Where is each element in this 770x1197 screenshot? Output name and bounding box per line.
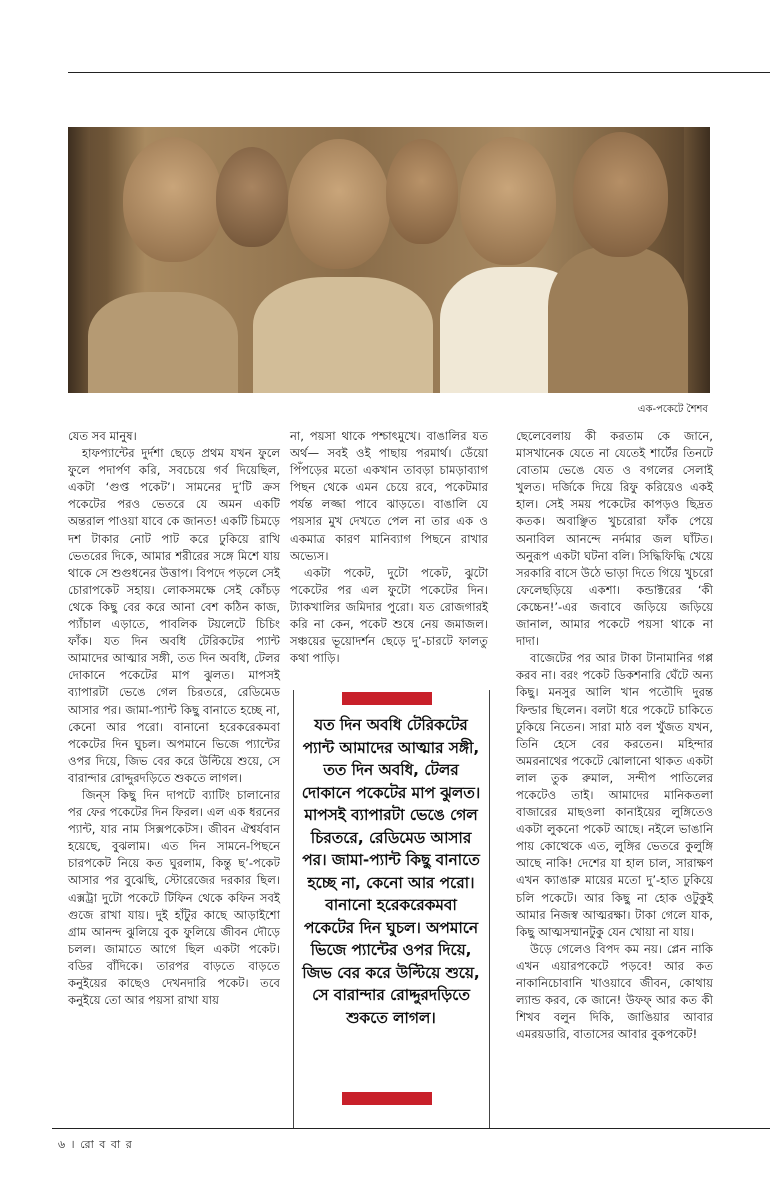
paragraph: যেত সব মানুষ। — [68, 429, 137, 443]
article-column-2 — [290, 428, 488, 667]
child-face — [123, 137, 223, 262]
child-face — [460, 137, 556, 265]
paragraph: জিন্‌স কিছু দিন দাপটে ব্যাটিং চালানোর পর ফের পকেটের দিন ফিরল। এল এক ধরনের প্যান্ট, যার নাম সিক্সপকেটস। জীবন ঐশ্বর্যবান হয়েছে, বুঝলাম। এত দিন সামনে-পিছনে চারপকেট নিয়ে কত ঘুরলাম, কিন্তু ছ’-পকেট আসার পর বুঝেছি, স্টোরেজের দরকার ছিল। এক্সট্রা দুটো পকেটে টিফিন থেকে কফিন সবই গুজে রাখা যায়। দুই হাঁটুর কাছে আড়াইশো গ্রাম আনন্দ ঝুলিয়ে বুক ফুলিয়ে জীবন দৌড়ে চলল। জামাতে আগে ছিল একটা পকেট। বডির বাঁদিকে। তারপর বাড়তে বাড়তে কনুইয়ের কাছেও দেখনদারি পকেট। তবে কনুইয়ে তো আর পয়সা রাখা যায় — [68, 787, 280, 1008]
photo-caption: এক-পকেটে শৈশব — [637, 404, 708, 415]
page-folio: ৬ । রো ব বা র — [58, 1138, 133, 1151]
pull-quote: যত দিন অবধি টেরিকটের প্যান্ট আমাদের আত্মার সঙ্গী, তত দিন অবধি, টেলর দোকানে পকেটের মাপ ঝুলত। মাপসই ব্যাপারটা ভেঙে গেল চিরতরে, রেডিমেড আসার পর। জামা-প্যান্ট কিছু বানাতে হচ্ছে না, কেনো আর পরো। বানানো হরেকরেকমবা পকেটের দিন ঘুচল। অপমানে ভিজে প্যান্টের ওপর দিয়ে, জিভ বের করে উল্টিয়ে শুয়ে, সে বারান্দার রোদ্দুরদড়িতে শুকতে লাগল। — [301, 716, 481, 1027]
header-rule — [68, 72, 770, 73]
paragraph: না, পয়সা থাকে পশ্চাৎমুখে। বাঙালির যত অর্থ— সবই ওই পাছায় পরমার্থ। ডেঁয়ো পিঁপড়ের মতো একখান তাবড়া চামড়াব্যাগ পিছন থেকে এমন চেয়ে রবে, পকেটমার পর্যন্ত লজ্জা পাবে ঝাড়তে। বাঙালি যে পয়সার মুখ দেখতে পেল না তার এক ও একমাত্র কারণ মানিব্যাগ পিছনে রাখার অভ্যেস। — [290, 429, 488, 563]
pullquote-red-bar-top — [342, 692, 432, 705]
child-shirt — [88, 292, 238, 393]
paragraph: হাফপ্যান্টের দুর্দশা ছেড়ে প্রথম যখন ফুলে ফুলে পদার্পণ করি, সবচেয়ে গর্ব দিয়েছিল, একটা ‘গুপ্ত পকেট’। সামনের দু’টি ক্রস পকেটের পরও ভেতরে যে অমন একটি অন্তরাল পাওয়া যাবে কে জানত! একটি চিমড়ে দশ টাকার নোট পাট করে ঢুকিয়ে রাখি ভেতরের দিকে, আমার শরীরের সঙ্গে মিশে যায় থাকে সে শুগুধনের উত্তাপ। বিপদে পড়লে সেই চোরাপকেট সহায়। লোকসমক্ষে সেই কোঁচড় থেকে কিছু বের করে আনা বেশ কঠিন কাজ, প্যাঁচাল এড়াতে, পাবলিক টয়লেটে চিচিং ফাঁক। যত দিন অবধি টেরিকটের প্যান্ট আমাদের আত্মার সঙ্গী, তত দিন অবধি, টেলর দোকানে পকেটের মাপ ঝুলত। মাপসই ব্যাপারটা ভেঙে গেল চিরতরে, রেডিমেড আসার পর। জামা-প্যান্ট কিছু বানাতে হচ্ছে না, কেনো আর পরো। বানানো হরেকরেকমবা পকেটের দিন ঘুচল। অপমানে ভিজে প্যান্টের ওপর দিয়ে, জিভ বের করে উল্টিয়ে শুয়ে, সে বারান্দার রোদ্দুরদড়িতে শুকতে লাগল। — [68, 446, 280, 785]
paragraph: ছেলেবেলায় কী করতাম কে জানে, মাসখানেক যেতে না যেতেই শার্টের তিনটে বোতাম ভেঙে যেত ও বগলের সেলাই খুলত। দর্জিকে দিয়ে রিফু করিয়েও একই হাল। সেই সময় পকেটের কাপড়ও ছিদ্রত কতক। অবাঞ্ছিত খুচরোরা ফাঁক পেয়ে অনাবিল আনন্দে নর্দমার জল ঘাঁটত। অনুরূপ একটা ঘটনা বলি। সিদ্ধিফিদ্ধি খেয়ে সরকারি বাসে উঠে ভাড়া দিতে গিয়ে খুচরো ফেলেছড়িয়ে একশা। কন্ডাক্টরের ‘কী কেচ্চেন!’-এর জবাবে জড়িয়ে জড়িয়ে জানাল, আমার পকেটে পয়সা থাকে না দাদা। — [516, 429, 713, 649]
article-column-1 — [68, 428, 280, 1009]
footer-rule — [52, 1128, 770, 1129]
child-face — [386, 139, 458, 244]
child-face — [216, 147, 288, 247]
doorframe-left — [68, 127, 90, 393]
child-face — [573, 132, 668, 257]
child-shirt — [548, 247, 688, 393]
paragraph: বাজেটের পর আর টাকা টানামানির গপ্প করব না। বরং পকেট ডিকশনারি ঘেঁটে অন্য কিছু। মনসুর আলি খান পতৌদি দুরন্ত ফিল্ডার ছিলেন। বলটা ধরে পকেটে চাকিতে ঢুকিয়ে নিতেন। সারা মাঠ বল খুঁজত যখন, তিনি হেসে বের করতেন। মহিন্দার অমরনাথের পকেটে ঝোলানো থাকত একটা লাল তুক রুমাল, সন্দীপ পাতিলের পকেটেও তাই। আমাদের মানিকতলা বাজারের মাছওলা কানাইয়ের লুঙ্গিতেও একটা লুকনো পকেট আছে। নইলে ভাঙানি পায় কোত্থেকে এত, লুঙ্গির ভেতরে কুলুঙ্গি আছে নাকি! দেশের যা হাল চাল, সারাক্ষণ এখন ক্যাঙারু মায়ের মতো দু’-হাত ঢুকিয়ে চলি পকেটে। আর কিছু না হোক ওটুকুই আমার নিজস্ব আত্মরক্ষা। টাকা গেলে যাক, কিছু আত্মসম্মানটুকু যেন খোয়া না যায়। — [516, 651, 713, 939]
pullquote-red-bar-bottom — [342, 1092, 432, 1105]
pullquote-border-left — [293, 690, 294, 1128]
sepia-children-photo — [68, 127, 710, 393]
pullquote-border-right — [489, 690, 490, 1128]
paragraph: একটা পকেট, দুটো পকেট, ঝুটো পকেটের পর এল ফুটো পকেটের দিন। ট্যাকখালির জমিদার পুরো। যত রোজগারই করি না কেন, পকেট শুষে নেয় জমাজল। সঞ্চয়ের ভূয়োদর্শন ছেড়ে দু’-চারটে ফালতু কথা পাড়ি। — [290, 565, 488, 666]
article-column-3 — [516, 428, 713, 1043]
child-shirt — [253, 277, 433, 393]
child-face — [288, 139, 390, 269]
paragraph: উড়ে গেলেও বিপদ কম নয়। প্লেন নাকি এখন এয়ারপকেটে পড়বে! আর কত নাকানিচোবানি খাওয়াবে জীবন, কোথায় ল্যান্ড করব, কে জানে! উফফ্ আর কত কী শিখব বলুন দিকি, জাঙিয়ার আবার এমরয়ডারি, বাতাসের আবার বুকপকেট! — [516, 941, 713, 1042]
